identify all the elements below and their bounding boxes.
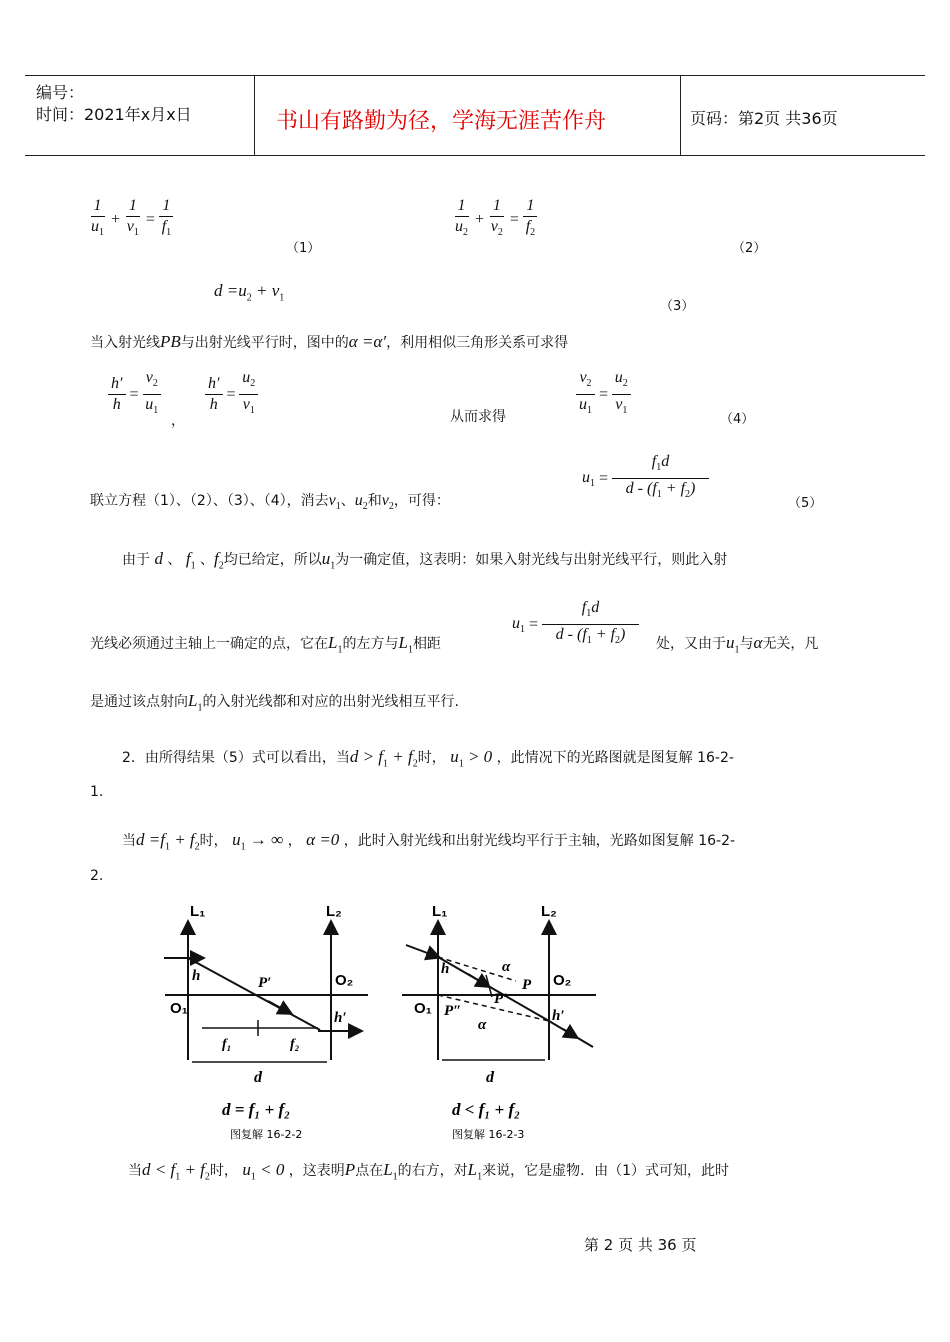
equation-5: $u_1$ = $\frac{f_1d}{d - (f_1 + f_2)}$ bbox=[582, 452, 709, 505]
header-bottom-rule bbox=[25, 155, 925, 156]
header-top-rule bbox=[25, 75, 925, 76]
header-page-label: 页码：第2页 共36页 bbox=[690, 109, 838, 128]
combine-sentence: 联立方程（1）、（2）、（3）、（4），消去$v_1$、$u_2$和$v_2$，可得： bbox=[90, 492, 450, 513]
point-sentence-b: 处，又由于$u_1$与α无关，凡 bbox=[656, 633, 819, 656]
fig3-label-a2: α bbox=[478, 1017, 487, 1033]
header-divider-1 bbox=[254, 75, 255, 156]
fig3-label-d: d bbox=[486, 1069, 494, 1086]
fig3-label-Ppp: P″ bbox=[444, 1003, 462, 1019]
fig2-label-O2: O₂ bbox=[335, 972, 354, 989]
fig3-caption: 图复解 16-2-3 bbox=[452, 1128, 525, 1141]
fig3-label-P: P bbox=[522, 977, 532, 993]
paragraph-2: 2．由所得结果（5）式可以看出，当$d > f_1 + f_2$时， $u_1 > 0$ ，此情况下的光路图就是图复解 16-2- bbox=[122, 747, 734, 770]
equation-2: $\frac{1}{u_2}$ + $\frac{1}{v_2}$ = $\frac{1}{f_2}$ bbox=[452, 196, 538, 243]
fig3-condition: d < f₁ + f₂ bbox=[452, 1100, 521, 1119]
paragraph-2-tail: 1. bbox=[90, 784, 104, 800]
ratio-comma: ， bbox=[171, 413, 185, 429]
fig2-label-L1: L₁ bbox=[190, 903, 206, 920]
fig2-label-P: P′ bbox=[258, 975, 272, 991]
equation-number-1: （1） bbox=[286, 241, 321, 256]
equation-number-2: （2） bbox=[732, 241, 767, 256]
equation-number-4: （4） bbox=[720, 412, 755, 427]
fig3-label-L1: L₁ bbox=[432, 903, 448, 920]
paragraph-3: 当$d =f_1 + f_2$时， $u_1$ → ∞ ， α =0 ，此时入射光线和出射光线均平行于主轴，光路如图复解 16-2- bbox=[122, 830, 736, 853]
fig2-label-f2: f₂ bbox=[290, 1037, 300, 1052]
figure-16-2-2 bbox=[150, 895, 390, 1145]
fig3-label-a1: α bbox=[502, 959, 511, 975]
ratio-equation-b: $\frac{h'}{h}$ = $\frac{u_2}{v_1}$ bbox=[205, 368, 258, 421]
hence-text: 从而求得 bbox=[450, 409, 506, 425]
fig3-label-O1: O₁ bbox=[414, 1000, 432, 1017]
header-time-label: 时间：2021年x月x日 bbox=[36, 105, 192, 124]
header-motto: 书山有路勤为径，学海无涯苦作舟 bbox=[276, 109, 607, 134]
fig3-label-L2: L₂ bbox=[541, 903, 557, 920]
since-sentence: 由于 d 、 $f_1$ 、$f_2$均已给定，所以$u_1$为一确定值，这表明：如果入射光线与出射光线平行，则此入射 bbox=[122, 549, 728, 572]
figure-16-2-3 bbox=[398, 895, 608, 1145]
equation-number-5: （5） bbox=[788, 496, 823, 511]
inline-fraction-u1: $u_1$ = $\frac{f_1d}{d - (f_1 + f_2)}$ bbox=[512, 598, 639, 651]
point-sentence-a: 光线必须通过主轴上一确定的点，它在$L_1$的左方与$L_1$相距 bbox=[90, 633, 441, 656]
equation-3: $d =u_2 + v_1$ bbox=[214, 281, 285, 304]
fig2-label-d: d bbox=[254, 1069, 262, 1086]
fig2-label-f1: f₁ bbox=[222, 1037, 232, 1052]
parallel-sentence: 当入射光线PB与出射光线平行时，图中的α =α′，利用相似三角形关系可求得 bbox=[90, 332, 569, 351]
equation-number-3: （3） bbox=[660, 299, 695, 314]
fig3-label-Pp: P′ bbox=[494, 991, 508, 1007]
header-number-label: 编号： bbox=[36, 83, 85, 102]
paragraph-4: 当$d < f_1 + f_2$时， $u_1 < 0$ ，这表明P点在$L_1$的右方，对$L_1$来说，它是虚物．由（1）式可知，此时 bbox=[128, 1160, 730, 1183]
fig2-label-h: h bbox=[192, 968, 201, 984]
equation-4: $\frac{v_2}{u_1}$ = $\frac{u_2}{v_1}$ bbox=[576, 368, 631, 421]
fig2-label-O1: O₁ bbox=[170, 1000, 188, 1017]
footer-page-number: 第 2 页 共 36 页 bbox=[584, 1236, 697, 1254]
point-sentence-c: 是通过该点射向$L_1$的入射光线都和对应的出射光线相互平行. bbox=[90, 691, 459, 714]
fig3-label-hp: h′ bbox=[552, 1008, 565, 1024]
fig3-label-h: h bbox=[441, 961, 450, 977]
fig2-label-hp: h′ bbox=[334, 1010, 347, 1026]
paragraph-3-tail: 2. bbox=[90, 868, 104, 884]
ratio-equation-a: $\frac{h'}{h}$ = $\frac{v_2}{u_1}$ bbox=[108, 368, 161, 421]
header-divider-2 bbox=[680, 75, 681, 156]
fig2-label-L2: L₂ bbox=[326, 903, 342, 920]
fig2-condition: d = f₁ + f₂ bbox=[222, 1100, 291, 1119]
fig2-caption: 图复解 16-2-2 bbox=[230, 1128, 303, 1141]
equation-1: $\frac{1}{u_1}$ + $\frac{1}{v_1}$ = $\frac{1}{f_1}$ bbox=[88, 196, 174, 243]
fig3-label-O2: O₂ bbox=[553, 972, 572, 989]
